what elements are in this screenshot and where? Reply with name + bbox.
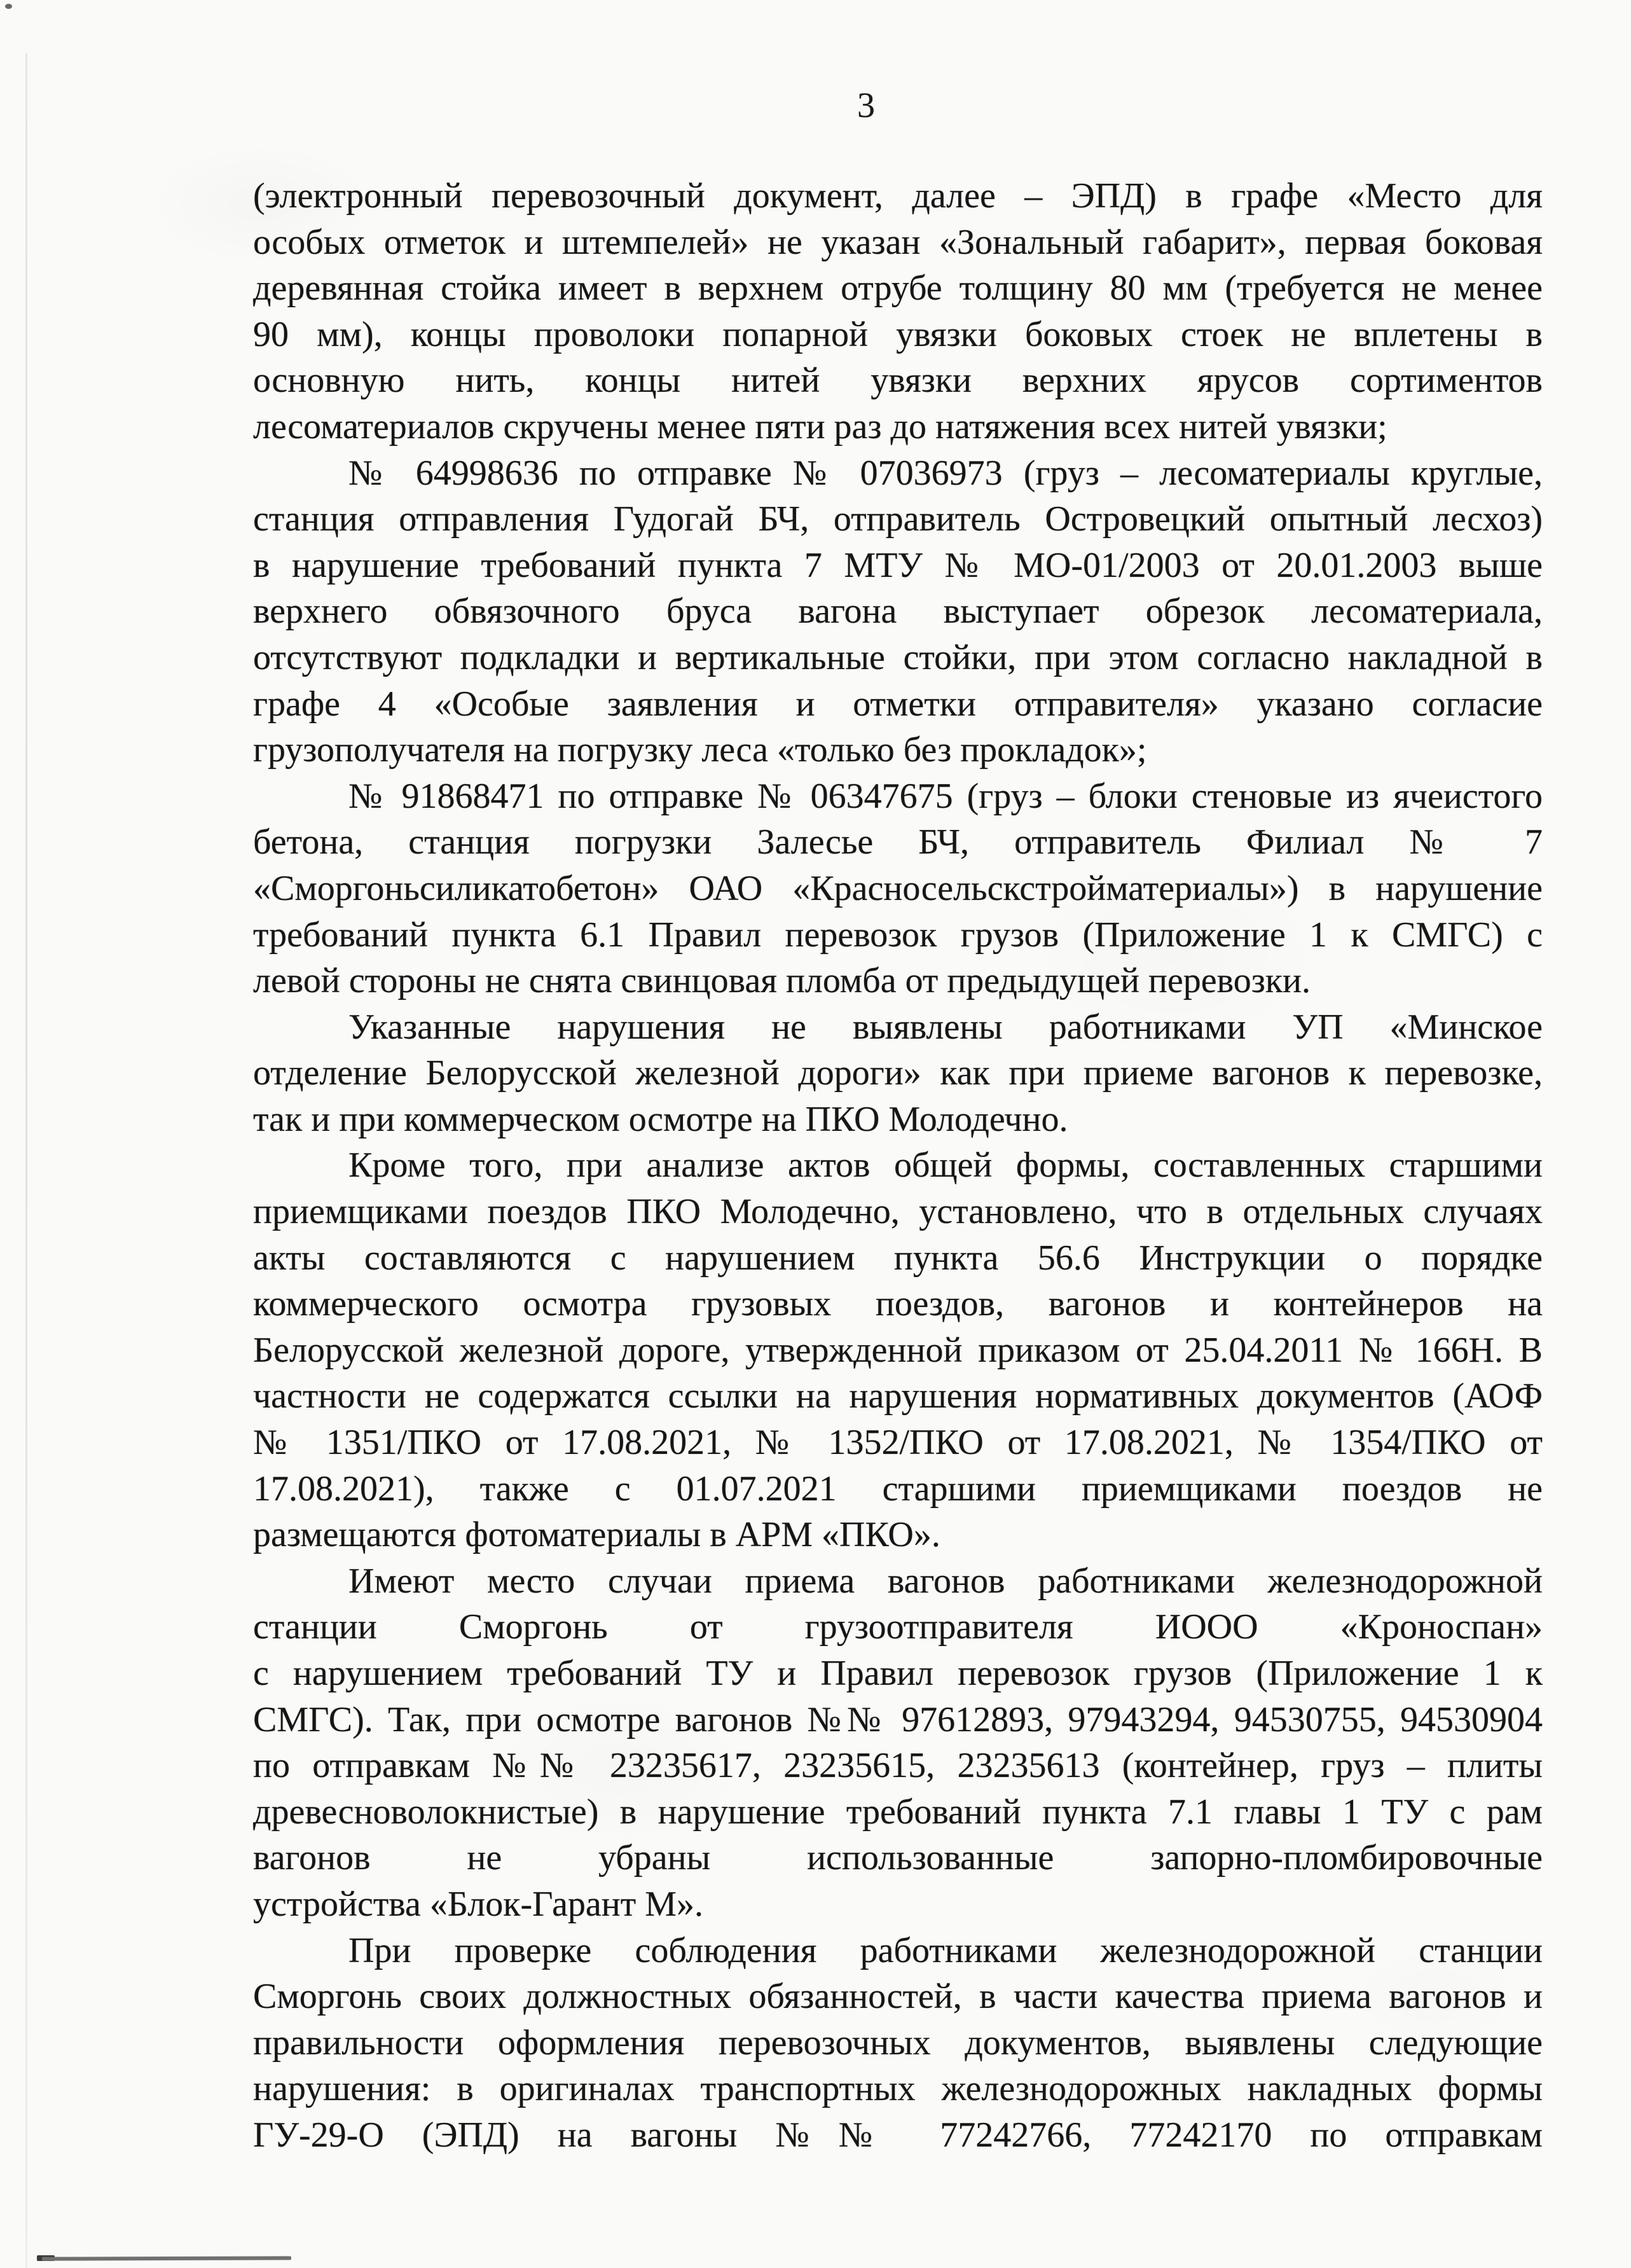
text-line: бетона, станция погрузки Залесье БЧ, отправитель Филиал № 7 [253,822,1543,862]
text-line: № 64998636 по отправке № 07036973 (груз – лесоматериалы круглые, [348,453,1543,493]
scan-artifact-line [42,2256,291,2260]
text-line: Указанные нарушения не выявлены работниками УП «Минское [348,1007,1543,1047]
paragraph [253,773,1543,1004]
text-line: отделение Белорусской железной дороги» как при приеме вагонов к перевозке, [253,1053,1543,1093]
text-line: Кроме того, при анализе актов общей формы, составленных старшими [348,1145,1543,1186]
text-line: с нарушением требований ТУ и Правил перевозок грузов (Приложение 1 к [253,1654,1543,1693]
page-number: 3 [857,86,875,125]
paragraph [253,1004,1543,1143]
paragraph [253,1928,1543,2159]
text-line: Белорусской железной дороге, утвержденной приказом от 25.04.2011 № 166Н. В [253,1330,1543,1370]
text-line: особых отметок и штемпелей» не указан «Зональный габарит», первая боковая [253,222,1543,262]
text-line: нарушения: в оригиналах транспортных железнодорожных накладных формы [253,2069,1543,2109]
text-line: 17.08.2021), также с 01.07.2021 старшими приемщиками поездов не [253,1469,1543,1509]
text-line: основную нить, концы нитей увязки верхних ярусов сортиментов [253,361,1543,401]
text-line: левой стороны не снята свинцовая пломба от предыдущей перевозки. [253,961,1311,1001]
scan-edge-line [25,53,27,2268]
text-line: древесноволокнистые) в нарушение требований пункта 7.1 главы 1 ТУ с рам [253,1792,1543,1832]
text-line: требований пункта 6.1 Правил перевозок грузов (Приложение 1 к СМГС) с [253,915,1543,955]
text-line: грузополучателя на погрузку леса «только без прокладок»; [253,730,1147,770]
text-line: 90 мм), концы проволоки попарной увязки боковых стоек не вплетены в [253,314,1543,354]
text-line: деревянная стойка имеет в верхнем отрубе толщину 80 мм (требуется не менее [253,268,1543,308]
text-line: по отправкам №№ 23235617, 23235615, 23235613 (контейнер, груз – плиты [253,1746,1543,1786]
text-line: устройства «Блок-Гарант М». [253,1884,704,1924]
text-line: коммерческого осмотра грузовых поездов, вагонов и контейнеров на [253,1284,1543,1324]
text-line: «Сморгоньсиликатобетон» ОАО «Красносельскстройматериалы») в нарушение [253,868,1543,908]
text-line: ГУ-29-О (ЭПД) на вагоны №№ 77242766, 77242170 по отправкам [253,2115,1543,2155]
scan-speck [5,4,12,9]
text-line: вагонов не убраны использованные запорно-пломбировочные [253,1838,1543,1878]
text-line: № 1351/ПКО от 17.08.2021, № 1352/ПКО от 17.08.2021, № 1354/ПКО от [253,1423,1543,1463]
paragraph [253,450,1543,773]
text-line: частности не содержатся ссылки на нарушения нормативных документов (АОФ [253,1376,1543,1416]
document-text [253,173,1543,2159]
text-line: Сморгонь своих должностных обязанностей, в части качества приема вагонов и [253,1977,1543,2017]
paragraph [253,1558,1543,1928]
text-line: графе 4 «Особые заявления и отметки отправителя» указано согласие [253,684,1543,724]
text-line: верхнего обвязочного бруса вагона выступает обрезок лесоматериала, [253,591,1543,632]
text-line: акты составляются с нарушением пункта 56.6 Инструкции о порядке [253,1238,1543,1278]
paragraph [253,1142,1543,1558]
text-line: правильности оформления перевозочных документов, выявлены следующие [253,2023,1543,2063]
text-line: лесоматериалов скручены менее пяти раз до натяжения всех нитей увязки; [253,406,1387,446]
text-line: При проверке соблюдения работниками железнодорожной станции [348,1930,1543,1970]
text-line: приемщиками поездов ПКО Молодечно, установлено, что в отдельных случаях [253,1192,1543,1232]
text-line: (электронный перевозочный документ, далее – ЭПД) в графе «Место для [253,176,1543,216]
text-line: размещаются фотоматериалы в АРМ «ПКО». [253,1515,940,1555]
paragraph [253,173,1543,450]
text-line: отсутствуют подкладки и вертикальные стойки, при этом согласно накладной в [253,637,1543,677]
text-line: станции Сморгонь от грузоотправителя ИООО «Кроноспан» [253,1607,1543,1647]
text-line: в нарушение требований пункта 7 МТУ № МО-01/2003 от 20.01.2003 выше [253,545,1543,585]
text-line: СМГС). Так, при осмотре вагонов №№ 97612893, 97943294, 94530755, 94530904 [253,1699,1543,1739]
text-line: станция отправления Гудогай БЧ, отправитель Островецкий опытный лесхоз) [253,499,1543,539]
text-line: № 91868471 по отправке № 06347675 (груз – блоки стеновые из ячеистого [348,776,1543,816]
text-line: так и при коммерческом осмотре на ПКО Молодечно. [253,1099,1068,1139]
text-line: Имеют место случаи приема вагонов работниками железнодорожной [348,1561,1543,1601]
